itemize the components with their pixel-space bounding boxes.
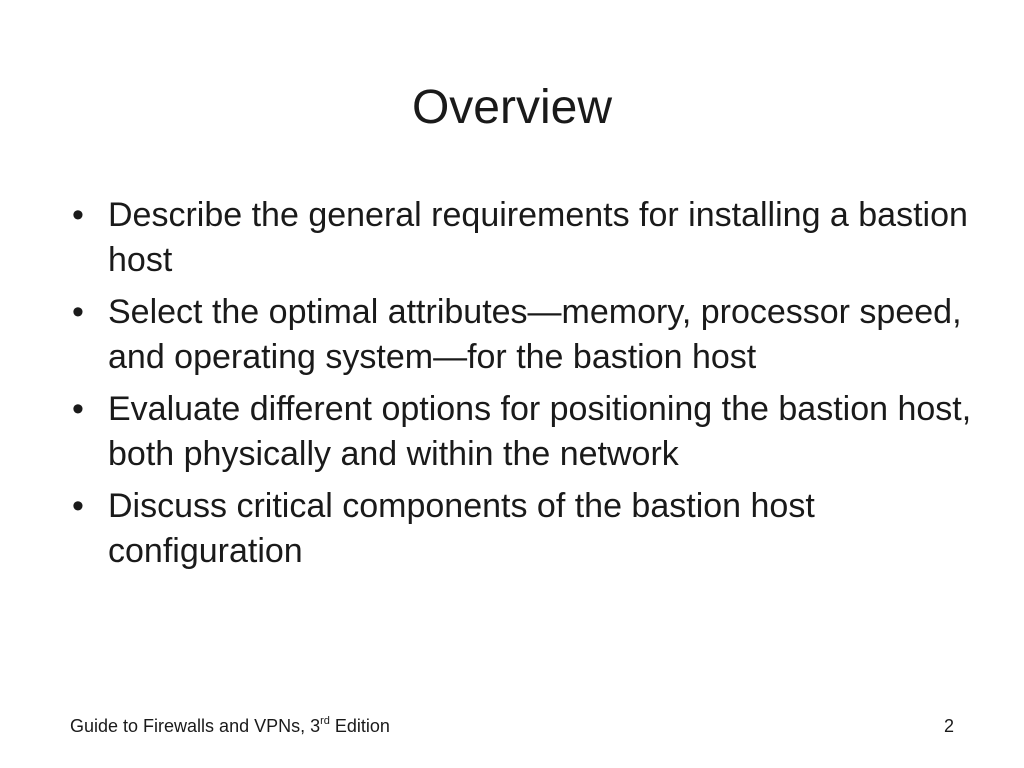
bullet-marker: • <box>72 487 84 525</box>
slide-title: Overview <box>411 81 613 134</box>
bullet-item <box>72 193 972 283</box>
bullet-list <box>72 193 972 581</box>
footer-title-text: Guide to Firewalls and VPNs, 3 <box>70 716 321 736</box>
bullet-text: Describe the general requirements for installing a bastion host <box>108 196 968 279</box>
bullet-text: Discuss critical components of the bastion host configuration <box>108 487 815 570</box>
bullet-item <box>72 484 972 574</box>
footer-edition-suffix: Edition <box>329 716 390 736</box>
bullet-marker: • <box>72 196 84 234</box>
bullet-text: Evaluate different options for positioning the bastion host, both physically and within the network <box>108 390 972 473</box>
bullet-text: Select the optimal attributes—memory, processor speed, and operating system—for the bastion host <box>108 293 962 376</box>
bullet-item <box>72 290 972 380</box>
bullet-marker: • <box>72 293 84 331</box>
bullet-item <box>72 387 972 477</box>
bullet-marker: • <box>72 390 84 428</box>
footer-edition-superscript: rd <box>320 715 330 727</box>
footer-book-title <box>70 715 390 737</box>
page-number: 2 <box>943 716 954 736</box>
